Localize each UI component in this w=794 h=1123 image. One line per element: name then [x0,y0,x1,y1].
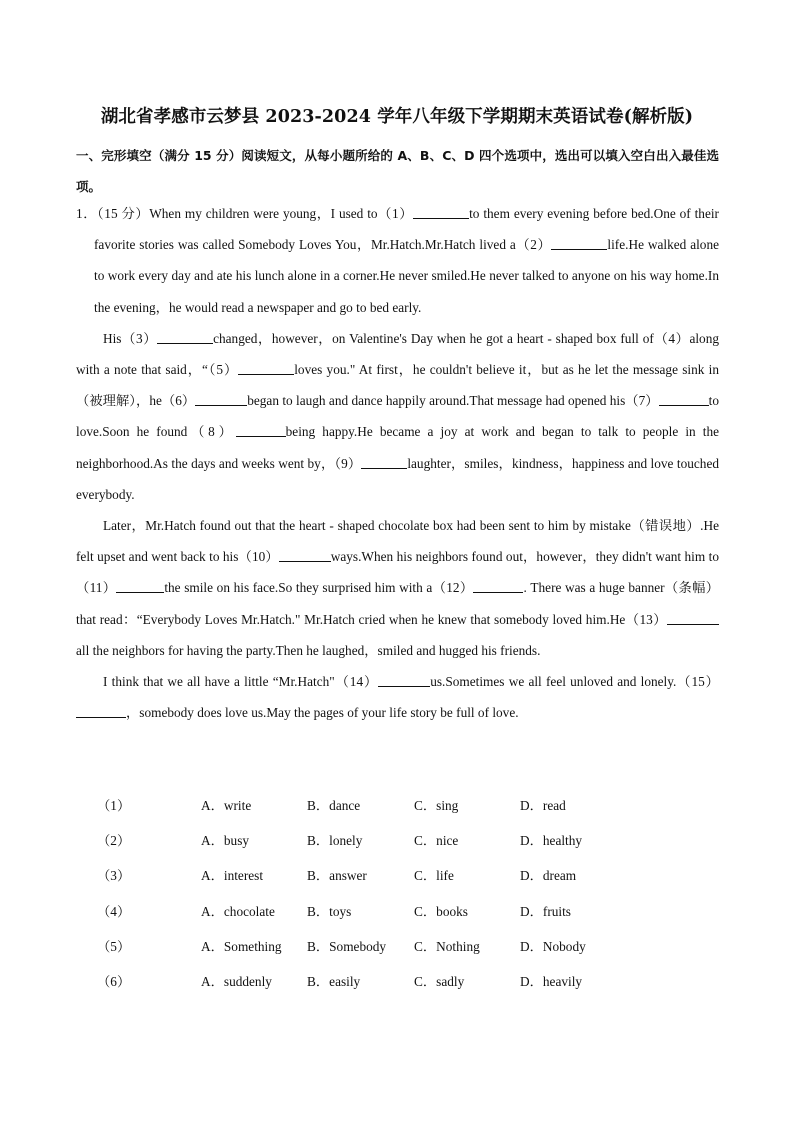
option-c: C．life [414,868,454,884]
blank-6 [195,392,247,406]
option-d: D．dream [520,868,577,884]
option-number: （4） [97,903,131,919]
option-c: C．sadly [414,973,465,989]
option-number: （2） [97,833,131,849]
paragraph-3: Later，Mr.Hatch found out that the heart - shaped chocolate box had been sent to him by mistake（错误地）.He felt upset and went back to his（10） ways.When his neighbors found out，however，they didn't want him to（11） the smile on his face.So they surprised him with a（12） . There was a huge banner（条幅） that read：“Everybody Loves Mr.Hatch." Mr.Hatch cried when he knew that somebody loved him.He（13）all the neighbors for having the party.Then he laughed，smiled and hugged his friends. [76,518,719,658]
option-c: C．Nothing [414,938,480,954]
option-b: B．toys [307,903,352,919]
blank-10 [279,548,331,562]
blank-15 [76,704,126,718]
option-c: C．books [414,903,468,919]
blank-3 [157,330,213,344]
blank-2 [551,236,607,250]
option-number: （5） [97,938,131,954]
blank-13 [667,611,719,625]
option-a: A．Something [201,938,282,954]
option-c: C．sing [414,798,459,813]
blank-7 [659,392,709,406]
document-title: 湖北省孝感市云梦县 2023-2024 学年八年级下学期期末英语试卷(解析版) [100,107,694,127]
option-a: A．write [201,798,252,813]
blank-11 [116,579,164,593]
option-d: D．read [520,798,566,813]
option-b: B．lonely [307,833,363,849]
paragraph-2: His（3） changed，however，on Valentine's Day when he got a heart - shaped box full of（4）along with a note that said，“（5） loves you." At first，he couldn't believe it，but as he let the message sink in（被理解），he（6） began to laugh and dance happily around.That message had opened his（7） to love.Soon he found（8） being happy.He became a joy at work and began to talk to people in the neighborhood.As the days and weeks went by，（9） laughter，smiles，kindness，happiness and love touched everybody. [76,330,720,502]
blank-14 [378,673,430,687]
blank-5 [238,361,294,375]
option-b: B．Somebody [307,938,387,954]
option-row [97,936,657,971]
option-number: （6） [97,973,131,989]
blank-1 [413,205,469,219]
option-row [97,795,657,830]
option-b: B．dance [307,798,361,813]
option-row [97,901,657,936]
question-number: 1．（15 分） [76,206,150,221]
blank-8 [236,423,286,437]
option-c: C．nice [414,833,459,849]
option-a: A．interest [201,868,264,884]
blank-12 [473,579,523,593]
option-row [97,971,657,1006]
option-a: A．busy [201,833,250,849]
paragraph-1: 1．（15 分）When my children were young，I used to（1） to them every evening before bed.One of their favorite stories was called Somebody Loves You，Mr.Hatch.Mr.Hatch lived a（2） life.He walked alone to work every day and ate his lunch alone in a corner.He never smiled.He never talked to anyone on his way home.In the evening，he would read a newspaper and go to bed early. [76,206,720,315]
option-b: B．answer [307,868,367,884]
option-number: （3） [97,868,131,884]
option-a: A．suddenly [201,973,272,989]
option-row [97,865,657,900]
option-b: B．easily [307,973,361,989]
paragraph-4: I think that we all have a little “Mr.Hatch"（14） us.Sometimes we all feel unloved and lonely.（15），somebody does love us.May the pages of your life story be full of love. [76,666,719,728]
option-d: D．heavily [520,973,583,989]
option-d: D．fruits [520,903,571,919]
option-a: A．chocolate [201,903,275,919]
option-row [97,830,657,865]
option-d: D．healthy [520,833,583,849]
option-d: D．Nobody [520,938,586,954]
blank-9 [361,455,407,469]
options-table [97,795,657,1006]
passage [76,198,719,728]
section-heading: 一、完形填空（满分 15 分）阅读短文，从每小题所给的 A、B、C、D 四个选项中，选出可以填入空白出入最佳选项。 [76,148,719,194]
option-number: （1） [97,798,131,813]
